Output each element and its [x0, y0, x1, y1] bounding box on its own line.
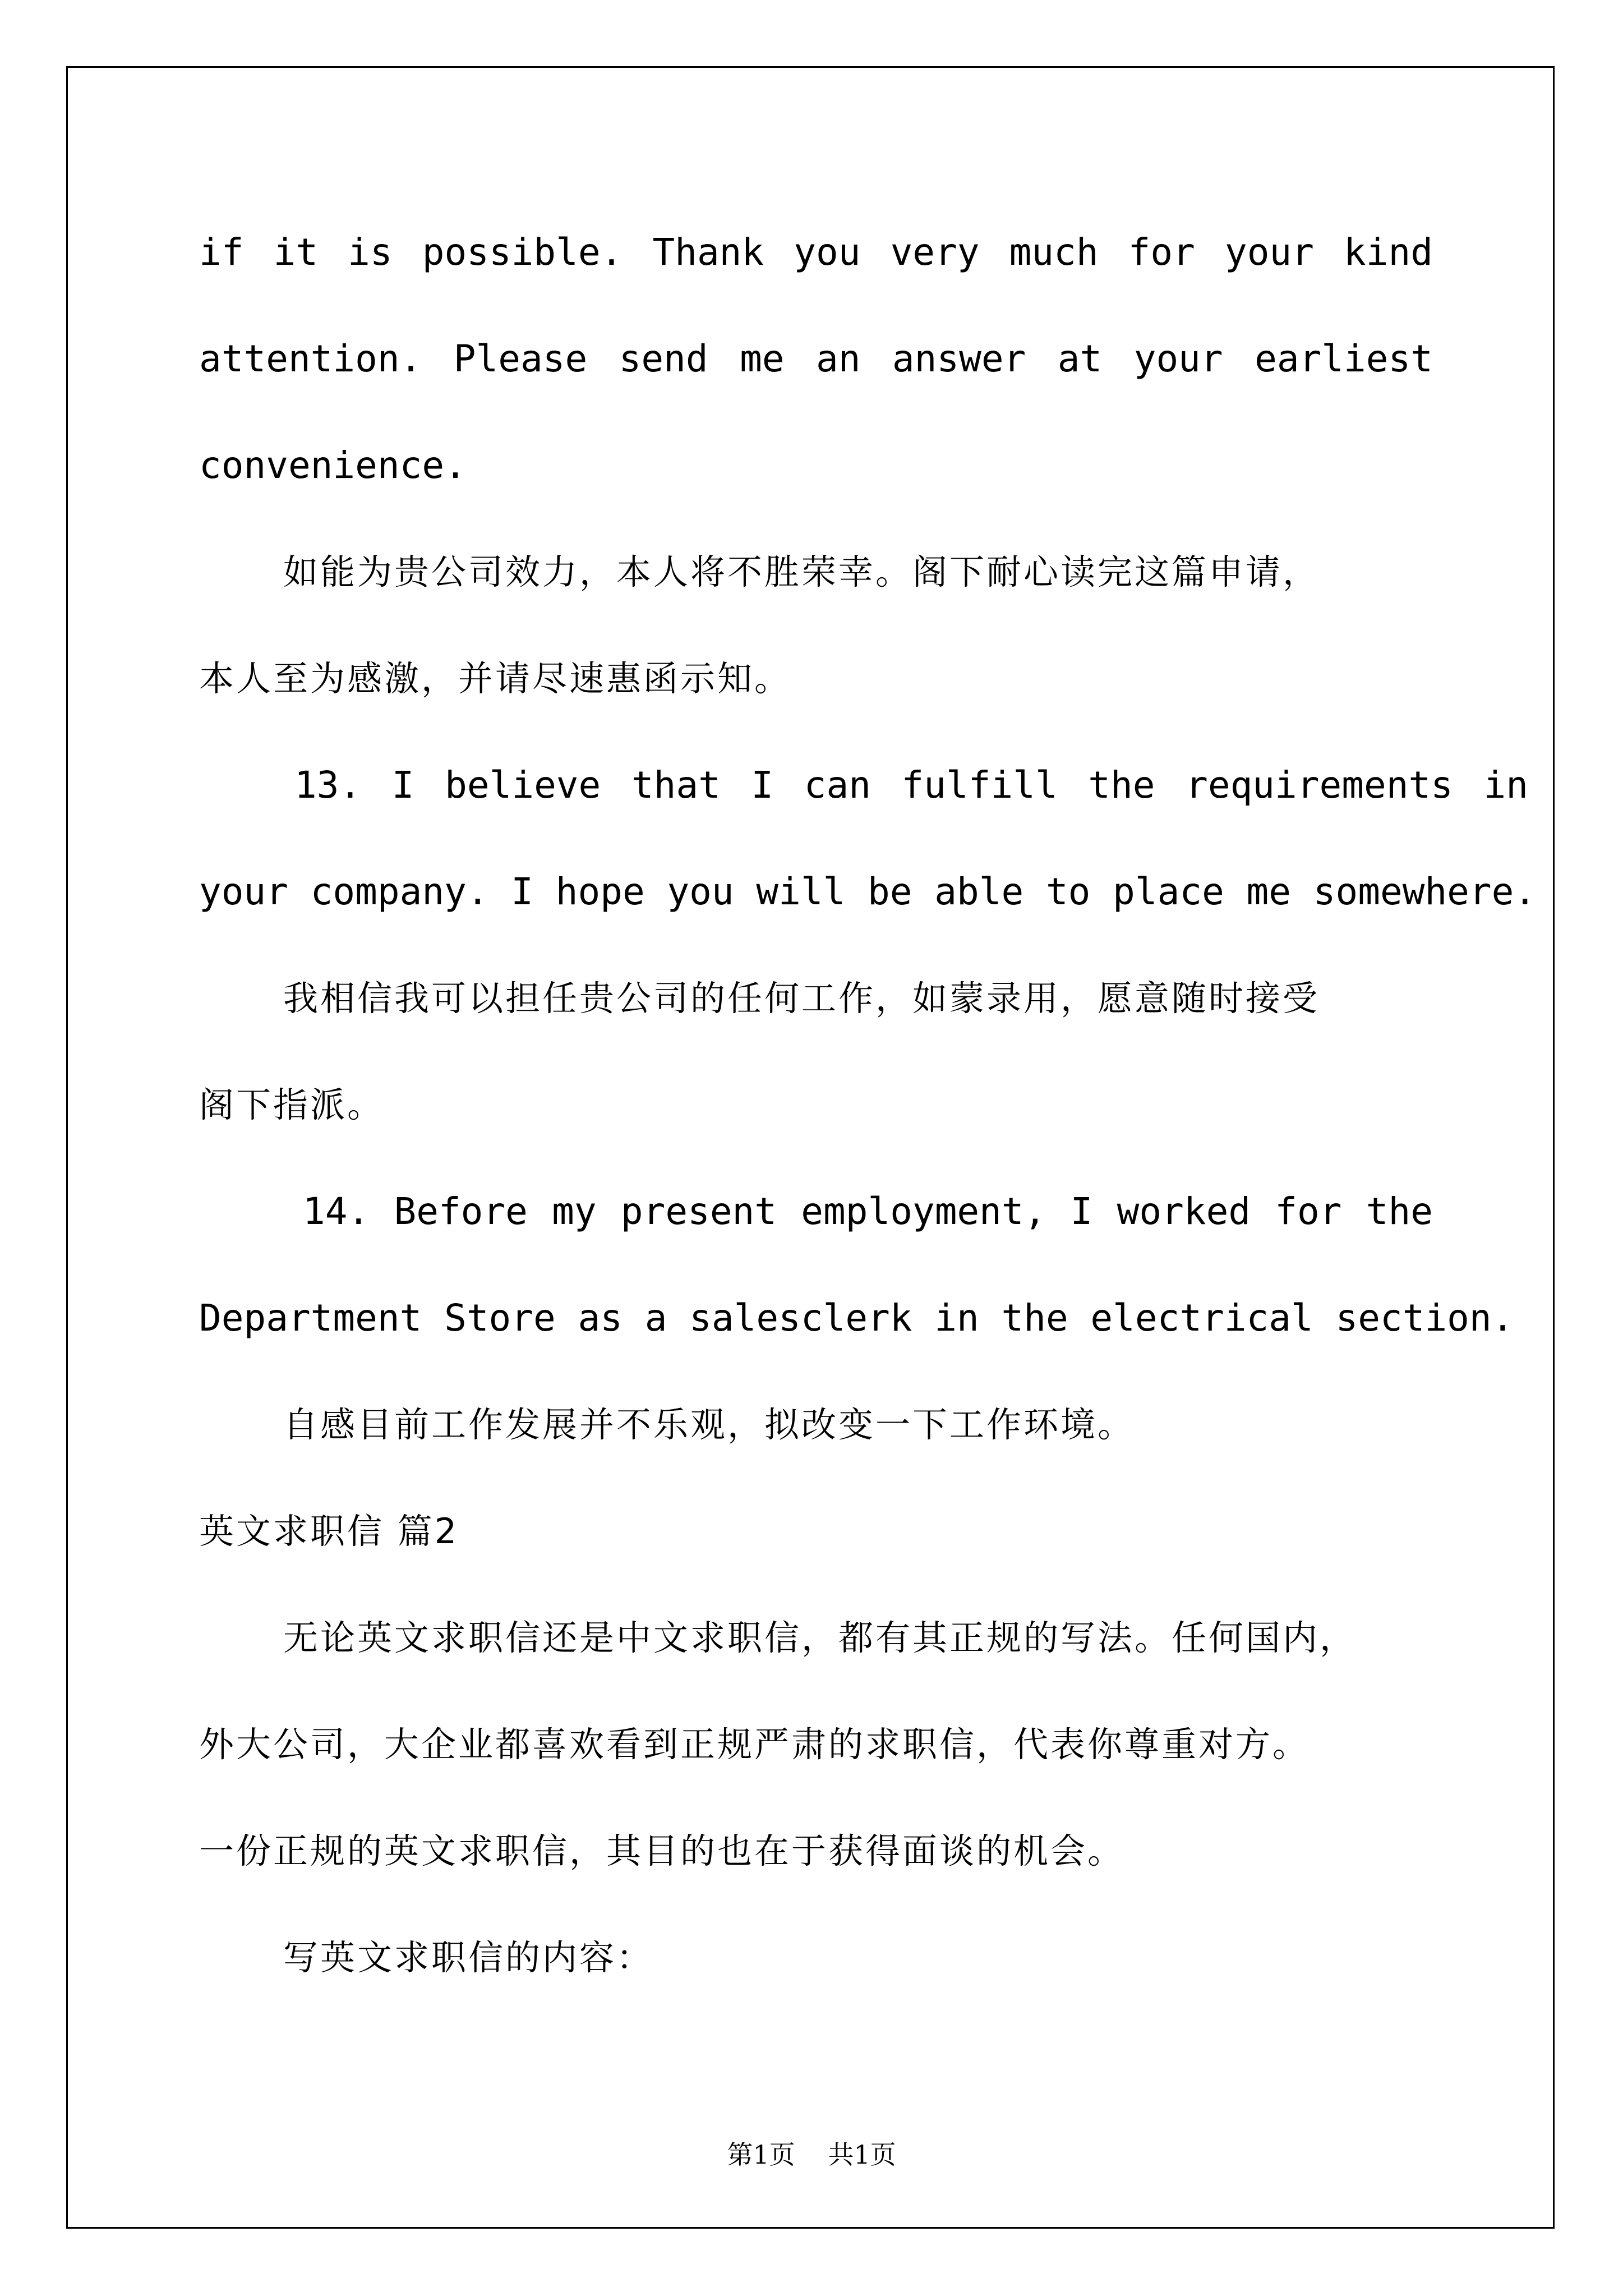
body-line-1: if it is possible. Thank you very much for your kind	[199, 231, 1433, 274]
page-footer	[0, 2134, 1623, 2171]
body-line-10: 14. Before my present employment, I worked for the	[303, 1190, 1433, 1233]
body-line-12: 自感目前工作发展并不乐观，拟改变一下工作环境。	[283, 1404, 1135, 1445]
section-heading: 英文求职信 篇2	[199, 1511, 459, 1552]
page-border	[66, 66, 1555, 2229]
footer-page-current: 第1页	[727, 2139, 795, 2170]
body-line-15: 外大公司，大企业都喜欢看到正规严肃的求职信，代表你尊重对方。	[199, 1724, 1310, 1765]
body-line-7: your company. I hope you will be able to place me somewhere.	[199, 870, 1537, 913]
body-line-17: 写英文求职信的内容：	[283, 1937, 654, 1978]
footer-page-total: 共1页	[828, 2139, 896, 2170]
body-line-11: Department Store as a salesclerk in the electrical section.	[199, 1296, 1514, 1340]
body-line-5: 本人至为感激，并请尽速惠函示知。	[199, 658, 792, 699]
body-line-8: 我相信我可以担任贵公司的任何工作，如蒙录用，愿意随时接受	[283, 978, 1320, 1019]
body-line-14: 无论英文求职信还是中文求职信，都有其正规的写法。任何国内，	[283, 1617, 1357, 1658]
body-line-16: 一份正规的英文求职信，其目的也在于获得面谈的机会。	[199, 1830, 1125, 1871]
body-line-6: 13. I believe that I can fulfill the requirements in	[294, 763, 1528, 807]
body-line-9: 阁下指派。	[199, 1084, 385, 1125]
body-line-4: 如能为贵公司效力，本人将不胜荣幸。阁下耐心读完这篇申请，	[283, 551, 1320, 592]
body-line-2: attention. Please send me an answer at your earliest	[199, 337, 1433, 380]
body-line-3: convenience.	[199, 444, 467, 487]
